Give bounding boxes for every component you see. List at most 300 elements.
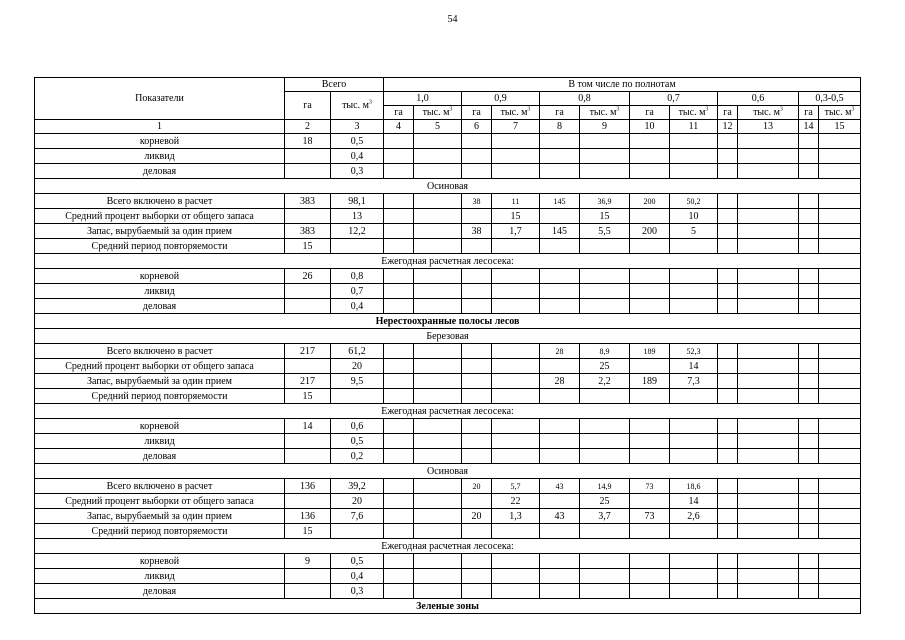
table-cell xyxy=(670,149,718,164)
table-cell xyxy=(630,524,670,539)
table-cell xyxy=(580,584,630,599)
table-cell xyxy=(738,284,799,299)
table-cell xyxy=(738,224,799,239)
section-heading: Зеленые зоны xyxy=(35,599,861,614)
column-number: 15 xyxy=(819,120,861,134)
table-cell xyxy=(580,419,630,434)
table-cell: 189 xyxy=(630,344,670,359)
table-cell xyxy=(384,584,414,599)
table-cell xyxy=(738,134,799,149)
table-cell xyxy=(492,284,540,299)
table-cell: 14 xyxy=(285,419,331,434)
table-cell xyxy=(414,434,462,449)
table-cell xyxy=(414,524,462,539)
table-cell: 20 xyxy=(462,509,492,524)
table-row xyxy=(35,284,861,299)
table-cell xyxy=(540,149,580,164)
header-total: Всего xyxy=(285,78,384,92)
table-cell: 12,2 xyxy=(331,224,384,239)
table-cell xyxy=(799,509,819,524)
table-cell: 25 xyxy=(580,359,630,374)
table-cell xyxy=(285,209,331,224)
table-cell: 28 xyxy=(540,374,580,389)
table-cell xyxy=(492,239,540,254)
row-label: Средний период повторяемости xyxy=(35,239,285,254)
table-cell xyxy=(285,299,331,314)
row-label: корневой xyxy=(35,134,285,149)
table-cell xyxy=(331,389,384,404)
table-cell: 189 xyxy=(630,374,670,389)
table-cell xyxy=(799,434,819,449)
table-cell xyxy=(492,419,540,434)
table-row xyxy=(35,479,861,494)
table-cell: 383 xyxy=(285,194,331,209)
table-cell xyxy=(819,509,861,524)
column-number: 10 xyxy=(630,120,670,134)
table-cell xyxy=(799,449,819,464)
table-cell xyxy=(670,284,718,299)
table-row xyxy=(35,404,861,419)
table-cell xyxy=(738,509,799,524)
table-cell xyxy=(630,359,670,374)
table-cell xyxy=(540,209,580,224)
table-cell xyxy=(285,584,331,599)
table-cell xyxy=(718,164,738,179)
table-row xyxy=(35,224,861,239)
table-cell xyxy=(580,299,630,314)
table-cell xyxy=(738,554,799,569)
table-cell: 28 xyxy=(540,344,580,359)
table-cell: 0,6 xyxy=(331,419,384,434)
table-cell xyxy=(540,554,580,569)
row-label: корневой xyxy=(35,419,285,434)
table-cell xyxy=(799,149,819,164)
table-row xyxy=(35,509,861,524)
table-cell xyxy=(630,449,670,464)
table-row xyxy=(35,239,861,254)
table-cell xyxy=(384,494,414,509)
table-cell xyxy=(630,134,670,149)
table-cell xyxy=(462,389,492,404)
table-cell xyxy=(462,344,492,359)
table-cell: 25 xyxy=(580,494,630,509)
density-header: 0,6 xyxy=(718,92,799,106)
table-cell xyxy=(819,344,861,359)
table-cell xyxy=(492,269,540,284)
table-cell xyxy=(630,419,670,434)
table-cell: 0,8 xyxy=(331,269,384,284)
table-row xyxy=(35,134,861,149)
table-row xyxy=(35,524,861,539)
table-cell xyxy=(630,569,670,584)
table-cell xyxy=(462,374,492,389)
table-row xyxy=(35,359,861,374)
table-cell xyxy=(718,239,738,254)
row-label: Запас, вырубаемый за один прием xyxy=(35,224,285,239)
table-cell: 15 xyxy=(580,209,630,224)
table-cell xyxy=(285,359,331,374)
table-cell xyxy=(799,134,819,149)
table-cell: 2,6 xyxy=(670,509,718,524)
table-cell xyxy=(580,434,630,449)
table-cell xyxy=(462,164,492,179)
table-cell xyxy=(384,269,414,284)
table-cell xyxy=(670,164,718,179)
table-cell xyxy=(670,569,718,584)
table-cell: 15 xyxy=(285,239,331,254)
table-cell: 0,3 xyxy=(331,164,384,179)
table-cell: 10 xyxy=(670,209,718,224)
table-cell xyxy=(414,494,462,509)
table-cell xyxy=(819,149,861,164)
table-cell xyxy=(414,164,462,179)
density-header: 0,7 xyxy=(630,92,718,106)
table-cell xyxy=(718,299,738,314)
table-cell: 200 xyxy=(630,194,670,209)
density-header: 0,9 xyxy=(462,92,540,106)
table-cell xyxy=(540,299,580,314)
table-cell xyxy=(670,524,718,539)
table-cell: 15 xyxy=(492,209,540,224)
table-cell xyxy=(414,359,462,374)
table-cell xyxy=(718,509,738,524)
table-cell xyxy=(738,584,799,599)
table-cell xyxy=(580,284,630,299)
row-label: Средний процент выборки от общего запаса xyxy=(35,359,285,374)
table-cell xyxy=(285,434,331,449)
row-label: Всего включено в расчет xyxy=(35,479,285,494)
table-cell xyxy=(799,164,819,179)
table-cell xyxy=(738,269,799,284)
table-cell xyxy=(718,449,738,464)
table-row xyxy=(35,299,861,314)
table-cell xyxy=(414,569,462,584)
table-cell: 7,6 xyxy=(331,509,384,524)
section-heading: Березовая xyxy=(35,329,861,344)
column-number: 1 xyxy=(35,120,285,134)
table-cell xyxy=(540,239,580,254)
table-cell xyxy=(462,299,492,314)
table-cell: 9,5 xyxy=(331,374,384,389)
table-cell xyxy=(799,284,819,299)
table-row xyxy=(35,194,861,209)
table-cell xyxy=(492,134,540,149)
table-cell xyxy=(630,149,670,164)
table-cell xyxy=(331,524,384,539)
table-row xyxy=(35,179,861,194)
table-cell: 38 xyxy=(462,194,492,209)
table-cell: 145 xyxy=(540,224,580,239)
table-cell xyxy=(580,134,630,149)
table-cell xyxy=(630,299,670,314)
table-cell xyxy=(384,419,414,434)
table-cell xyxy=(384,374,414,389)
column-number: 9 xyxy=(580,120,630,134)
table-cell: 98,1 xyxy=(331,194,384,209)
row-label: ликвид xyxy=(35,434,285,449)
table-cell xyxy=(384,284,414,299)
table-cell xyxy=(799,584,819,599)
table-row xyxy=(35,164,861,179)
table-cell: 20 xyxy=(331,494,384,509)
table-cell: 5 xyxy=(670,224,718,239)
table-cell xyxy=(718,344,738,359)
table-cell xyxy=(630,284,670,299)
table-cell xyxy=(630,209,670,224)
table-row xyxy=(35,419,861,434)
table-cell: 20 xyxy=(331,359,384,374)
table-cell xyxy=(492,359,540,374)
table-cell: 2,2 xyxy=(580,374,630,389)
row-label: корневой xyxy=(35,269,285,284)
table-cell xyxy=(718,224,738,239)
unit-ha: га xyxy=(462,106,492,120)
table-cell xyxy=(540,449,580,464)
unit-volume: тыс. $м^3$ xyxy=(414,106,462,120)
table-cell xyxy=(819,359,861,374)
table-cell xyxy=(799,479,819,494)
column-number: 12 xyxy=(718,120,738,134)
table-cell xyxy=(384,434,414,449)
table-cell xyxy=(819,299,861,314)
row-label: Средний период повторяемости xyxy=(35,524,285,539)
table-cell xyxy=(799,194,819,209)
table-cell xyxy=(738,494,799,509)
table-cell xyxy=(580,389,630,404)
table-cell xyxy=(670,239,718,254)
density-header: 0,8 xyxy=(540,92,630,106)
unit-volume: тыс. $м^3$ xyxy=(819,106,861,120)
table-cell xyxy=(738,194,799,209)
header-by-density: В том числе по полнотам xyxy=(384,78,861,92)
table-cell xyxy=(718,149,738,164)
table-cell xyxy=(580,164,630,179)
table-cell: 136 xyxy=(285,509,331,524)
table-cell xyxy=(718,389,738,404)
table-row xyxy=(35,254,861,269)
table-cell xyxy=(799,419,819,434)
table-cell xyxy=(718,269,738,284)
table-cell xyxy=(738,449,799,464)
table-cell: 217 xyxy=(285,344,331,359)
section-heading: Осиновая xyxy=(35,179,861,194)
table-cell xyxy=(718,434,738,449)
table-cell: 136 xyxy=(285,479,331,494)
table-cell: 52,3 xyxy=(670,344,718,359)
table-cell xyxy=(819,134,861,149)
table-cell xyxy=(799,374,819,389)
density-header: 1,0 xyxy=(384,92,462,106)
table-cell xyxy=(819,209,861,224)
table-cell: 43 xyxy=(540,479,580,494)
table-cell xyxy=(718,209,738,224)
table-cell xyxy=(414,419,462,434)
table-cell xyxy=(462,449,492,464)
table-cell: 36,9 xyxy=(580,194,630,209)
table-cell xyxy=(738,569,799,584)
table-cell: 0,5 xyxy=(331,554,384,569)
table-cell xyxy=(540,494,580,509)
table-row xyxy=(35,494,861,509)
table-cell xyxy=(819,479,861,494)
table-cell: 0,7 xyxy=(331,284,384,299)
table-row xyxy=(35,149,861,164)
table-cell xyxy=(819,194,861,209)
table-cell: 22 xyxy=(492,494,540,509)
table-cell: 145 xyxy=(540,194,580,209)
table-cell: 1,3 xyxy=(492,509,540,524)
table-cell xyxy=(462,269,492,284)
table-cell xyxy=(718,194,738,209)
table-cell: 0,3 xyxy=(331,584,384,599)
table-cell xyxy=(540,584,580,599)
table-cell xyxy=(738,299,799,314)
table-cell xyxy=(738,374,799,389)
table-cell xyxy=(492,434,540,449)
table-cell xyxy=(819,494,861,509)
table-cell: 18,6 xyxy=(670,479,718,494)
table-cell: 14 xyxy=(670,359,718,374)
table-cell xyxy=(414,449,462,464)
table-cell xyxy=(384,299,414,314)
table-cell xyxy=(670,584,718,599)
row-label: ликвид xyxy=(35,149,285,164)
table-cell xyxy=(580,554,630,569)
table-cell: 15 xyxy=(285,524,331,539)
header-total-volume: тыс. $м^3$ xyxy=(331,92,384,120)
row-label: Ежегодная расчетная лесосека: xyxy=(35,404,861,419)
table-row xyxy=(35,329,861,344)
table-cell xyxy=(331,239,384,254)
table-cell xyxy=(630,269,670,284)
table-cell xyxy=(540,134,580,149)
table-cell: 200 xyxy=(630,224,670,239)
table-cell xyxy=(540,434,580,449)
table-cell xyxy=(462,149,492,164)
table-cell xyxy=(384,344,414,359)
table-cell: 39,2 xyxy=(331,479,384,494)
table-cell: 11 xyxy=(492,194,540,209)
table-cell xyxy=(414,239,462,254)
table-cell: 20 xyxy=(462,479,492,494)
column-number: 11 xyxy=(670,120,718,134)
table-cell: 9 xyxy=(285,554,331,569)
table-cell xyxy=(799,569,819,584)
table-cell xyxy=(414,134,462,149)
table-cell xyxy=(738,239,799,254)
row-label: Всего включено в расчет xyxy=(35,194,285,209)
column-number: 8 xyxy=(540,120,580,134)
table-cell xyxy=(414,209,462,224)
table-cell xyxy=(540,164,580,179)
table-cell xyxy=(819,554,861,569)
table-cell xyxy=(492,374,540,389)
table-cell xyxy=(384,389,414,404)
table-cell xyxy=(819,164,861,179)
table-cell xyxy=(670,419,718,434)
table-cell xyxy=(384,224,414,239)
table-cell xyxy=(462,569,492,584)
table-cell xyxy=(492,389,540,404)
table-cell xyxy=(670,554,718,569)
table-cell xyxy=(819,434,861,449)
table-cell xyxy=(718,284,738,299)
table-cell xyxy=(819,389,861,404)
table-cell: 0,4 xyxy=(331,569,384,584)
table-cell xyxy=(384,554,414,569)
density-header: 0,3-0,5 xyxy=(799,92,861,106)
table-cell xyxy=(462,209,492,224)
table-cell xyxy=(540,524,580,539)
table-cell xyxy=(738,389,799,404)
table-row xyxy=(35,539,861,554)
table-cell: 5,5 xyxy=(580,224,630,239)
unit-volume: тыс. $м^3$ xyxy=(738,106,799,120)
table-cell xyxy=(799,224,819,239)
table-cell xyxy=(462,419,492,434)
table-cell xyxy=(718,479,738,494)
table-cell xyxy=(384,239,414,254)
table-cell xyxy=(492,299,540,314)
table-cell xyxy=(630,554,670,569)
table-cell: 0,4 xyxy=(331,149,384,164)
table-cell xyxy=(384,194,414,209)
table-cell xyxy=(384,209,414,224)
row-label: корневой xyxy=(35,554,285,569)
row-label: деловая xyxy=(35,449,285,464)
table-cell xyxy=(492,584,540,599)
table-cell: 0,4 xyxy=(331,299,384,314)
unit-volume: тыс. $м^3$ xyxy=(492,106,540,120)
table-cell xyxy=(414,509,462,524)
unit-ha: га xyxy=(799,106,819,120)
row-label: Ежегодная расчетная лесосека: xyxy=(35,539,861,554)
row-label: ликвид xyxy=(35,284,285,299)
table-cell: 14,9 xyxy=(580,479,630,494)
table-cell xyxy=(414,149,462,164)
table-cell xyxy=(799,389,819,404)
table-cell xyxy=(580,524,630,539)
table-cell xyxy=(630,164,670,179)
table-cell xyxy=(799,344,819,359)
table-cell xyxy=(384,524,414,539)
table-row xyxy=(35,389,861,404)
table-cell xyxy=(819,524,861,539)
table-cell: 61,2 xyxy=(331,344,384,359)
section-heading: Нерестоохранные полосы лесов xyxy=(35,314,861,329)
table-cell: 18 xyxy=(285,134,331,149)
table-cell xyxy=(285,449,331,464)
table-cell xyxy=(799,269,819,284)
table-cell xyxy=(462,584,492,599)
table-cell: 43 xyxy=(540,509,580,524)
table-cell xyxy=(540,269,580,284)
forest-harvest-table xyxy=(34,77,861,614)
header-total-ha: га xyxy=(285,92,331,120)
table-cell: 73 xyxy=(630,509,670,524)
table-cell: 0,5 xyxy=(331,134,384,149)
table-cell xyxy=(462,239,492,254)
table-cell xyxy=(670,134,718,149)
table-cell xyxy=(718,419,738,434)
table-cell xyxy=(414,479,462,494)
table-cell xyxy=(718,134,738,149)
table-cell xyxy=(540,389,580,404)
table-cell xyxy=(285,569,331,584)
table-cell xyxy=(799,554,819,569)
table-cell xyxy=(670,449,718,464)
unit-ha: га xyxy=(384,106,414,120)
